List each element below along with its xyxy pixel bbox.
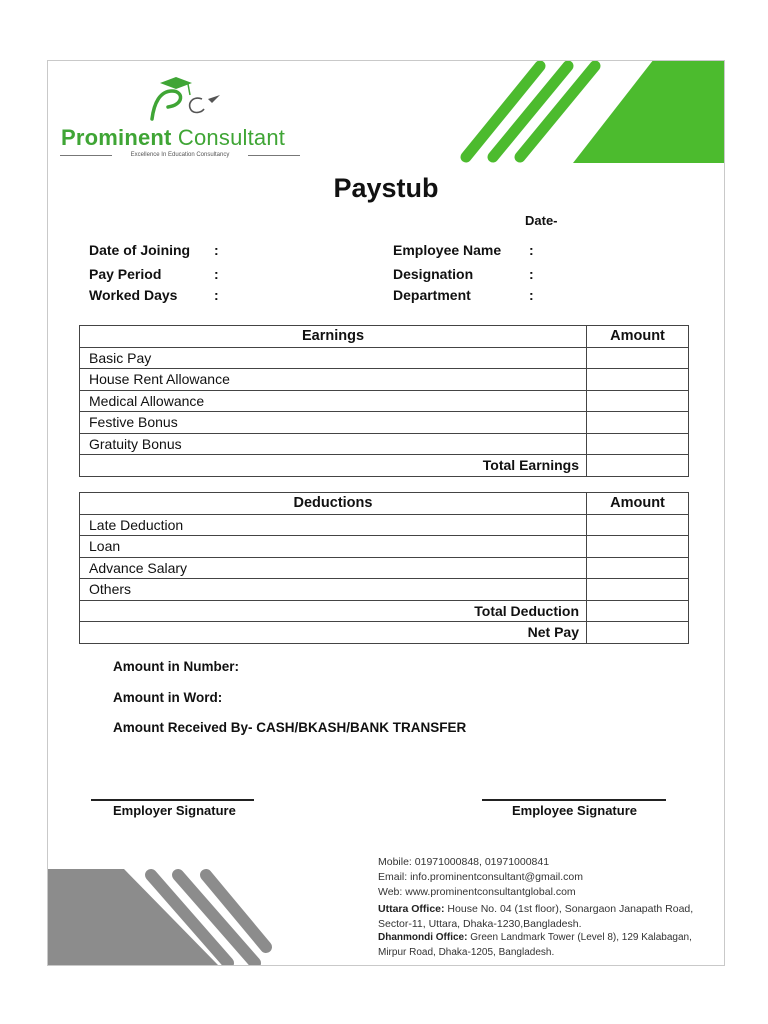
net-pay-amount[interactable] — [587, 622, 689, 644]
table-row — [80, 412, 689, 434]
pay-period-label: Pay Period — [89, 266, 162, 282]
earning-item: Medical Allowance — [80, 390, 587, 412]
worked-days-colon: : — [214, 287, 219, 303]
employer-signature-label: Employer Signature — [113, 803, 236, 818]
amount-cell[interactable] — [587, 536, 689, 558]
amount-cell[interactable] — [587, 369, 689, 391]
logo-name-part2: Consultant — [177, 125, 286, 150]
footer-gray-stripes — [48, 863, 278, 965]
table-row — [80, 347, 689, 369]
employee-signature-line — [482, 799, 666, 801]
logo-name-part1: Prominent — [61, 125, 172, 150]
table-header-row — [80, 326, 689, 348]
uttara-office-label: Uttara Office: — [378, 903, 445, 915]
total-row — [80, 455, 689, 477]
dhanmondi-office-address2: Mirpur Road, Dhaka-1205, Bangladesh. — [378, 947, 555, 958]
total-deduction-label: Total Deduction — [80, 600, 587, 622]
earnings-table — [79, 325, 689, 477]
earning-item: Gratuity Bonus — [80, 433, 587, 455]
header-green-stripes — [448, 61, 724, 171]
table-row — [80, 369, 689, 391]
amount-received-label: Amount Received By- CASH/BKASH/BANK TRANSFER — [113, 720, 467, 735]
earning-item: Basic Pay — [80, 347, 587, 369]
amount-cell[interactable] — [587, 579, 689, 601]
total-earnings-amount[interactable] — [587, 455, 689, 477]
amount-cell[interactable] — [587, 557, 689, 579]
contact-mobile: Mobile: 01971000848, 01971000841 — [378, 856, 550, 868]
contact-email[interactable]: Email: info.prominentconsultant@gmail.com — [378, 871, 583, 883]
dhanmondi-office-address1: Green Landmark Tower (Level 8), 129 Kalabagan, — [467, 932, 692, 943]
total-earnings-label: Total Earnings — [80, 455, 587, 477]
amount-in-number-label: Amount in Number: — [113, 659, 239, 674]
uttara-office-address2: Sector-11, Uttara, Dhaka-1230,Bangladesh. — [378, 918, 582, 930]
deductions-table — [79, 492, 689, 644]
logo-name — [61, 125, 285, 151]
table-row — [80, 514, 689, 536]
designation-colon: : — [529, 266, 534, 282]
date-of-joining-colon: : — [214, 242, 219, 258]
uttara-office-address1: House No. 04 (1st floor), Sonargaon Janapath Road, — [444, 903, 694, 915]
page-title: Paystub — [333, 173, 439, 203]
contact-web[interactable]: Web: www.prominentconsultantglobal.com — [378, 886, 576, 898]
earnings-header: Earnings — [80, 326, 587, 348]
earnings-amount-header: Amount — [587, 326, 689, 348]
total-deduction-amount[interactable] — [587, 600, 689, 622]
deductions-header: Deductions — [80, 493, 587, 515]
table-row — [80, 579, 689, 601]
net-pay-label: Net Pay — [80, 622, 587, 644]
amount-cell[interactable] — [587, 390, 689, 412]
amount-cell[interactable] — [587, 412, 689, 434]
logo-tagline: Excellence In Education Consultancy — [130, 152, 230, 158]
dhanmondi-office-label: Dhanmondi Office: — [378, 932, 468, 943]
date-label: Date- — [525, 213, 558, 228]
table-row — [80, 390, 689, 412]
date-of-joining-label: Date of Joining — [89, 242, 191, 258]
designation-label: Designation — [393, 266, 474, 282]
deduction-item: Late Deduction — [80, 514, 587, 536]
deduction-item: Loan — [80, 536, 587, 558]
table-header-row — [80, 493, 689, 515]
employee-signature-label: Employee Signature — [512, 803, 637, 818]
department-label: Department — [393, 287, 471, 303]
table-row — [80, 536, 689, 558]
dhanmondi-office-line1 — [378, 932, 692, 943]
earning-item: Festive Bonus — [80, 412, 587, 434]
deductions-amount-header: Amount — [587, 493, 689, 515]
table-row — [80, 433, 689, 455]
employer-signature-line — [91, 799, 254, 801]
net-pay-row — [80, 622, 689, 644]
worked-days-label: Worked Days — [89, 287, 178, 303]
amount-cell[interactable] — [587, 347, 689, 369]
pay-period-colon: : — [214, 266, 219, 282]
department-colon: : — [529, 287, 534, 303]
amount-in-word-label: Amount in Word: — [113, 690, 223, 705]
uttara-office-line1 — [378, 903, 693, 915]
amount-cell[interactable] — [587, 433, 689, 455]
employee-name-colon: : — [529, 242, 534, 258]
deduction-item: Advance Salary — [80, 557, 587, 579]
logo-mark-icon — [138, 73, 228, 125]
deduction-item: Others — [80, 579, 587, 601]
total-row — [80, 600, 689, 622]
earning-item: House Rent Allowance — [80, 369, 587, 391]
paystub-document — [47, 60, 725, 966]
table-row — [80, 557, 689, 579]
employee-name-label: Employee Name — [393, 242, 502, 258]
amount-cell[interactable] — [587, 514, 689, 536]
